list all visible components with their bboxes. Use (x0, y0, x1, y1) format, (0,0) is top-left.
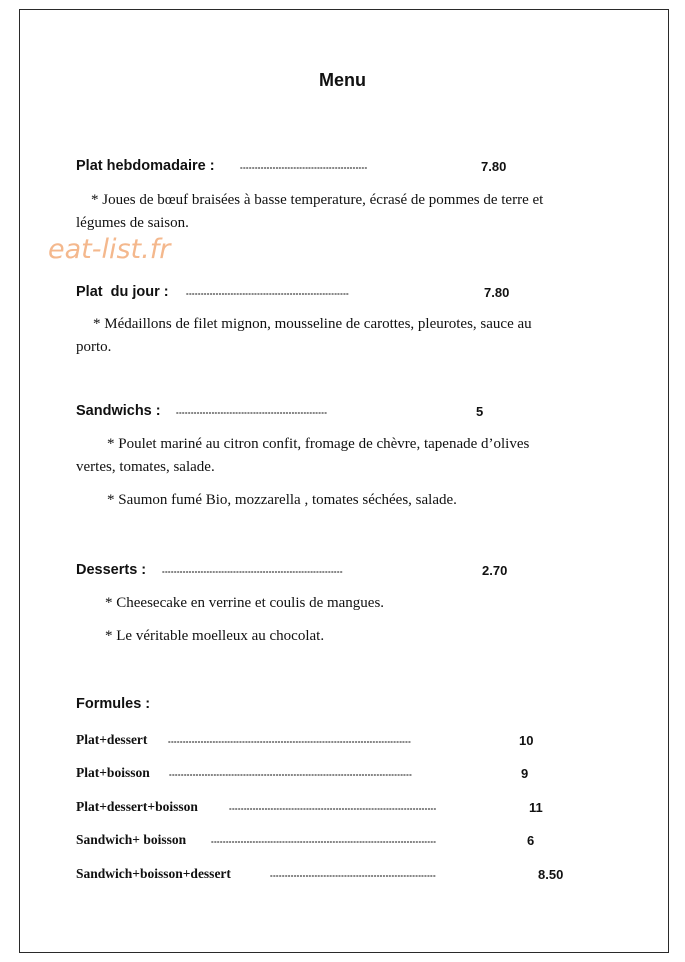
leader-dots: ---------------------------------------------------------------------- (229, 804, 437, 813)
menu-item-description: porto. (76, 339, 112, 355)
menu-item-description: vertes, tomates, salade. (76, 459, 215, 475)
leader-dots: ------------------------------------------- (240, 163, 368, 172)
menu-item-description: légumes de saison. (76, 215, 189, 231)
leader-dots: -------------------------------------------------------- (270, 871, 436, 880)
price-plat-hebdomadaire: 7.80 (481, 159, 507, 174)
formula-label: Sandwich+boisson+dessert (76, 866, 231, 881)
formula-price: 6 (527, 833, 535, 848)
section-heading-plat-hebdomadaire: Plat hebdomadaire : (76, 158, 215, 174)
leader-dots: ------------------------------------------------------- (186, 289, 350, 298)
leader-dots: --------------------------------------------------- (176, 408, 328, 417)
formula-label: Plat+boisson (76, 765, 150, 780)
menu-item-description: * Le véritable moelleux au chocolat. (105, 628, 325, 644)
leader-dots: ------------------------------------------------------------- (162, 567, 343, 576)
menu-item-description: * Joues de bœuf braisées à basse temperature, écrasé de pommes de terre et (91, 192, 544, 208)
section-heading-formules: Formules : (76, 696, 151, 712)
formula-label: Plat+dessert (76, 732, 148, 747)
menu-item-description: * Poulet mariné au citron confit, fromage de chèvre, tapenade d’olives (107, 436, 530, 452)
formula-price: 8.50 (538, 867, 564, 882)
formula-label: Plat+dessert+boisson (76, 799, 198, 814)
menu-title: Menu (319, 70, 366, 90)
formula-price: 11 (529, 800, 543, 815)
menu-item-description: * Saumon fumé Bio, mozzarella , tomates séchées, salade. (107, 492, 457, 508)
formula-price: 9 (521, 766, 529, 781)
price-sandwichs: 5 (476, 404, 484, 419)
price-plat-du-jour: 7.80 (484, 285, 510, 300)
formula-label: Sandwich+ boisson (76, 832, 187, 847)
price-desserts: 2.70 (482, 563, 508, 578)
leader-dots: ---------------------------------------------------------------------------------- (168, 737, 412, 746)
formula-price: 10 (519, 733, 534, 748)
section-heading-plat-du-jour: Plat du jour : (76, 284, 169, 300)
section-heading-sandwichs: Sandwichs : (76, 403, 161, 419)
leader-dots: ---------------------------------------------------------------------------------- (169, 770, 413, 779)
section-heading-desserts: Desserts : (76, 562, 147, 578)
watermark-logo: eat-list.fr (48, 234, 171, 265)
leader-dots: ---------------------------------------------------------------------------- (211, 837, 437, 846)
menu-item-description: * Médaillons de filet mignon, mousseline de carottes, pleurotes, sauce au (93, 316, 532, 332)
menu-item-description: * Cheesecake en verrine et coulis de mangues. (105, 595, 385, 611)
